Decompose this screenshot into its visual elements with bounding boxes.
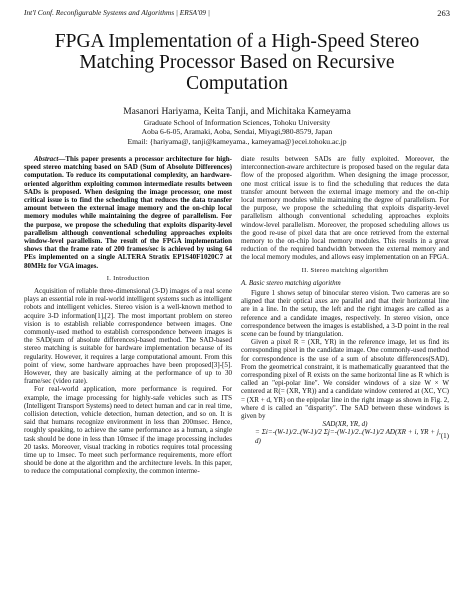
abstract xyxy=(24,155,232,270)
title-line: Computation xyxy=(186,73,288,94)
two-column-body xyxy=(24,155,450,476)
affiliation xyxy=(24,118,450,146)
paragraph: Figure 1 shows setup of binocular stereo vision. Two cameras are so aligned that their optical axes are parallel and that their horizontal line are in a line. In the setup, the left and the right images are called as a reference and a candidate images, respectively. In stereo vision, once correspondence between the images is established, a 3-D point in the real scene can be found by triangulation. xyxy=(241,288,449,338)
affiliation-email: Email: {hariyama@, tanji@kameyama., kameyama@}ecei.tohoku.ac.jp xyxy=(127,136,347,146)
abstract-label: Abstract xyxy=(34,154,59,163)
journal-header: Int'l Conf. Reconfigurable Systems and Algorithms | ERSA'09 | xyxy=(24,8,210,17)
equation-lhs: SAD(XR, YR, d) xyxy=(322,420,368,429)
section-heading-stereo-matching: II. Stereo matching algorithm xyxy=(301,266,389,274)
equation-1 xyxy=(241,428,449,444)
affiliation-line: Aoba 6-6-05, Aramaki, Aoba, Sendai, Miyagi,980-8579, Japan xyxy=(141,127,333,137)
left-column xyxy=(24,155,232,476)
paragraph: diate results between SADs are fully exploited. Moreover, the interconnection-aware architecture is proposed based on the regular data flow of the proposed algorithm. When designing the image processor, one most critical issue is to find the scheduling that reduces the data transfer amount between the external image memory and the on-chip local memory modules while maintaining the degree of parallelism. For the purpose, we propose the scheduling that exploits disparity-level parallelism although conventional scheduling approaches exploits window-level parallelism. Moreover, the proposed scheduling allows us the good re-use of pixel data that are once retrieved from the external memory to the on-chip local memory modules. This results in a great reduction of the required bandwidth between the external memory and the local memory modules, and allows easy implementation on an FPGA. xyxy=(241,154,449,262)
abstract-text: —This paper presents a processor architecture for high-speed stereo matching based on SAD (Sum of Absolute Differences) computation. To reduce its computational complexity, an hardware-oriented algorithm exploiting common intermediate results between SADs is proposed. When designing the image processor, one most critical issue is to find the scheduling that reduces the data transfer amount between the external image memory and the on-chip local memory modules while maintaining the degree of parallelism. For the purpose, we propose the scheduling that exploits disparity-level parallelism although conventional scheduling approaches exploits window-level parallelism. The result of the FPGA implementation shows that the frame rate of 200 frames/sec is achieved by using 64 PEs implemented on a single ALTERA Stratix EP1S40F1020C7 at 80MHz for VGA images. xyxy=(24,154,232,270)
paragraph: Acquisition of reliable three-dimensional (3-D) images of a real scene plays an essential role in real-world intelligent systems such as intelligent robots and intelligent vehicles. Stereo vision is a well-known method to acquire 3-D information[1],[2]. The most important problem on stereo vision is to establish reliable correspondence between images. One commonly-used method to establish correspondence between images is the SAD(sum of absolute differences)-based method. The SAD-based stereo matching is suitable for hardware implementation because of its regularity. However, it requires a large computational amount. From this point of view, some hardware approaches have been proposed[3]-[5]. However, they are basically aiming at the performance of up to 30 frame/sec (video rate). xyxy=(24,286,232,386)
paper-title xyxy=(24,31,450,94)
page-number: 263 xyxy=(437,8,450,18)
title-line: Matching Processor Based on Recursive xyxy=(79,52,395,73)
authors: Masanori Hariyama, Keita Tanji, and Michitaka Kameyama xyxy=(123,107,351,117)
affiliation-line: Graduate School of Information Sciences, Tohoku University xyxy=(143,118,331,127)
paragraph: For real-world application, more performance is required. For example, the image processing for highly-safe vehicles such as ITS (Intelligent Transport Systems) need to detect human and car in real time, collision detection, vehicle detection, human detection, and so on. It is said that humans recognize environment in less than 200msec. Hence, roughly speaking, to achieve the same performance as a human, a single task should be done in less than 10msec if the image processing includes 20 tasks. Moreover, visual tracking in robotics requires total processing time up to 1msec. To meet such performance requirements, more effort should be done at the algorithm and the architecture levels. In this paper, to reduce the computational complexity, the common interme- xyxy=(24,385,232,476)
section-heading-introduction: I. Introduction xyxy=(106,274,150,282)
equation-rhs: = Σi=-(W-1)/2..(W-1)/2 Σj=-(W-1)/2..(W-1)/2 AD(XR + i, YR + j, d) xyxy=(255,428,441,445)
right-column xyxy=(241,155,449,476)
equation-number: (1) xyxy=(440,432,449,441)
running-header xyxy=(24,8,450,18)
paragraph: Given a pixel R = (XR, YR) in the reference image, let us find its corresponding pixel in the candidate image. One commonly-used method for correspondence is the use of a sum of absolute differences(SAD). From the geometrical constraint, it is mathematically guaranteed that the corresponding pixel of R exists on the same horizontal line as R which is called an "epi-polar line". We consider windows of a size W × W centered at R(= (XR, YR)) and a candidate window centered at (XC, YC) = (XR + d, YR) on the epipolar line in the right image as shown in Fig. 2, where d is called an "disparity". The SAD between these windows is given by xyxy=(241,338,449,420)
subsection-heading: A. Basic stereo matching algorithm xyxy=(241,278,341,287)
title-line: FPGA Implementation of a High-Speed Stereo xyxy=(54,31,420,52)
